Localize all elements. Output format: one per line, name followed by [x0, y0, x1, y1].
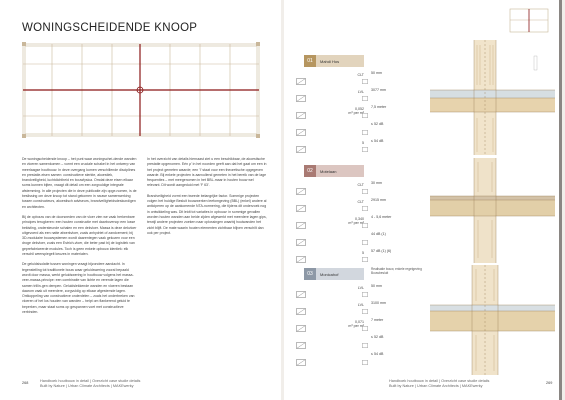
performance-value: ≤ 52 dB: [371, 122, 384, 126]
detail-name: Monicahof: [316, 268, 364, 280]
performance-value: ≤ 54 dB: [371, 352, 384, 356]
performance-value: ≤ 52 dB: [371, 335, 384, 339]
product-row: [296, 197, 364, 209]
floor-plan-drawing: [22, 40, 262, 140]
product-row: [296, 283, 364, 295]
material-icon: [296, 72, 306, 79]
product-row: [296, 334, 364, 346]
page-number: 268: [22, 381, 29, 385]
detail-badge: [304, 165, 364, 177]
product-row: [296, 180, 364, 192]
material-icon: [296, 233, 306, 240]
performance-value: ≤ 54 dB: [371, 139, 384, 143]
performance-value: 44 dB (1): [371, 232, 386, 236]
page-footer: Handboek houtbouw in detail | Overzicht case studie details Built by Nature | Urban Climate Architects | MAKEwerky: [389, 379, 490, 388]
value-icon: [362, 335, 368, 340]
performance-value: 50 mm: [371, 71, 382, 75]
paragraph: In het overzicht van details hiernaast ziet u een beschikbaar, de akoestische prestatie opgenomen. Eén ρ' in het noorden geeft aan dat het gaat om een in het project gemeten waarde; een 'I' staat voor een theoretische opgegeven waarde. Bij enkele projecten is aanvullend gemeten in het bereik van de lage frequenties – met meegenomen in het BBL-maar in houten bouw wel relevant. Dit wordt aangeduid met 'F 63'.: [147, 157, 267, 188]
product-label: 0,340 m³ per m²: [348, 217, 364, 225]
detail-number: 02: [304, 165, 316, 177]
value-icon: [362, 301, 368, 306]
performance-value: 3077 mm: [371, 88, 386, 92]
value-icon: [362, 139, 368, 144]
material-icon: [296, 336, 306, 343]
product-row: [296, 87, 364, 99]
performance-value: 2915 mm: [371, 198, 386, 202]
paragraph: De geluidsisolatie tussen woningen vraagt bijzondere aandacht. In tegenstelling tot traditionele bouw waar geluidswering vooral bepaald wordt door massa, werkt geluidswering in houtbouw volgens het massa-veer-massa-principe: een combinatie van lichte en verende lagen die samen trillin-gen dempen. Geluidslekkende wanden en vloeren bestaan daarom vaak uit meerdere, zorgvuldig op elkaar afgestemde lagen. Ontkoppeling van constructieve onderdelen – zoals het onderbreken van vloeren of het los houden van wanden – helpt om flankerend geluid te beperken, maar staat soms op gespannen voet met constructieve verbinden.: [22, 262, 135, 315]
product-label: 0,052 m³ per m²: [348, 107, 364, 115]
page-footer: Handboek houtbouw in detail | Overzicht case studie details Built by Nature | Urban Climate Architects | MAKEwerky: [40, 379, 141, 388]
performance-value: 3100 mm: [371, 301, 386, 305]
product-row: [296, 70, 364, 82]
value-icon: [362, 215, 368, 220]
material-icon: [296, 140, 306, 147]
product-label: LVL: [357, 303, 364, 307]
value-icon: [362, 88, 368, 93]
detail-badge: [304, 55, 364, 67]
material-icon: [296, 182, 306, 189]
product-label: 5: [362, 251, 364, 255]
detail-number: 03: [304, 268, 316, 280]
material-icon: [296, 319, 306, 326]
performance-value: 7 meter: [371, 318, 384, 322]
performance-value: 57 dB (1) (6): [371, 249, 392, 253]
value-icon: [362, 105, 368, 110]
page-edge: [559, 0, 562, 400]
detail-name: Motelaan: [316, 165, 364, 177]
right-page: [284, 0, 562, 400]
material-icon: [296, 106, 306, 113]
material-icon: [296, 199, 306, 206]
detail-drawing-01: [430, 40, 555, 155]
material-icon: [296, 216, 306, 223]
product-label: LVL: [357, 286, 364, 290]
product-row: [296, 231, 364, 243]
performance-value: 30 mm: [371, 181, 382, 185]
product-label: CLT: [357, 200, 364, 204]
body-text-column-2: [147, 157, 267, 241]
value-icon: [362, 249, 368, 254]
paragraph: Brandveiligheid vormt een tweede belangrijke factor. Sommige projecten volgen het huidige Besluit bouwwerken leefomgeving (BBL) (enkel) andere al anticiperen op de aankomende NTA-normering, die tijdens dit onderzoek nog in ontwikkeling was. Dit leidt tot variaties in opbouw: in sommige gevallen worden houten wanden aan beide zijden afgewerkt met meerdere lagen gips, terwijl andere projecten zoeken naar oplossingen waarbij houtwanden het zicht blijft. De mate waarin houten elementen zichtbaar blijven verschilt dan ook per project.: [147, 193, 267, 235]
product-row: [296, 214, 364, 226]
material-icon: [296, 302, 306, 309]
material-icon: [296, 285, 306, 292]
value-icon: [362, 71, 368, 76]
value-icon: [362, 122, 368, 127]
product-row: [296, 138, 364, 150]
product-row: [296, 300, 364, 312]
material-icon: [296, 250, 306, 257]
product-row: [296, 317, 364, 329]
value-icon: [362, 181, 368, 186]
performance-value: 7,5 meter: [371, 105, 387, 109]
detail-name: Mahdi Hos: [316, 55, 364, 67]
detail-drawing-03: [430, 265, 555, 375]
product-label: LVL: [357, 90, 364, 94]
value-icon: [362, 232, 368, 237]
product-row: [296, 248, 364, 260]
value-icon: [362, 198, 368, 203]
product-label: CLT: [357, 73, 364, 77]
body-text-column-1: [22, 157, 137, 320]
detail-badge: [304, 268, 364, 280]
value-icon: [362, 284, 368, 289]
paragraph: De woningscheidende knoop – het punt waar woningschei-dende wanden en vloeren samenkomen – vormt een cruciale schakel in het ontwerp van meerlaagse houtbouw. In deze overgang komen verschillende disciplines en prestatie-eisen samen: constructieve sterkte, akoestiek, brandveiligheid, luchtdichtheid en bouwfysica. Omdat deze eisen elkaar soms kunnen bijten, vraagt dit detail om een zorgvuldige integrale afstemming. In alle projecten die in deze publicatie zijn opge-nomen, is de beslissing om deze knoop tot stand gekomen in nauwe samenwerking tussen constructeurs, akoestisch adviseurs, brandveiligheidsdeskundigen en architecten.: [22, 157, 137, 209]
performance-value: 50 mm: [371, 284, 382, 288]
product-row: [296, 121, 364, 133]
product-label: 0,071 m³ per m²: [348, 320, 364, 328]
detail-number: 01: [304, 55, 316, 67]
value-icon: [362, 352, 368, 357]
material-icon: [296, 353, 306, 360]
product-row: [296, 104, 364, 116]
product-label: 5: [362, 141, 364, 145]
detail-drawing-02: [430, 158, 555, 263]
product-label: CLT: [357, 183, 364, 187]
detail-note: Realisatie bouw, enkele regelgeving Bouwbesluit: [371, 267, 422, 275]
material-icon: [296, 123, 306, 130]
value-icon: [362, 318, 368, 323]
left-page: [0, 0, 281, 400]
performance-value: 4 - 5,6 meter: [371, 215, 392, 219]
product-row: [296, 351, 364, 363]
key-plan-icon: [509, 8, 549, 33]
paragraph: Bij de opbouw van de doorsneden van de vloer zien we vaak herkenbare principes terugkeren: een houten constructie met daarbovenop een losse bekisting, ondersteunde schalen en een dekvloer. Massa is deze dekvloer uitgevoerd als een natte afwerkvloer, zoals anhydriet of zandcement; bij 3D-modulaire bouwsystemen wordt daarentegen vaak gekozen voor een droge dekvloer, zoals een Estrich-vloer, die beter past bij de logistiek van geprefabriceerde modules. Toch is geen enkele opbouw identiek: elk verschil weerspiegelt keuzes in materialen.: [22, 214, 137, 257]
material-icon: [296, 89, 306, 96]
page-number: 269: [546, 381, 553, 385]
page-title: WONINGSCHEIDENDE KNOOP: [22, 22, 198, 34]
